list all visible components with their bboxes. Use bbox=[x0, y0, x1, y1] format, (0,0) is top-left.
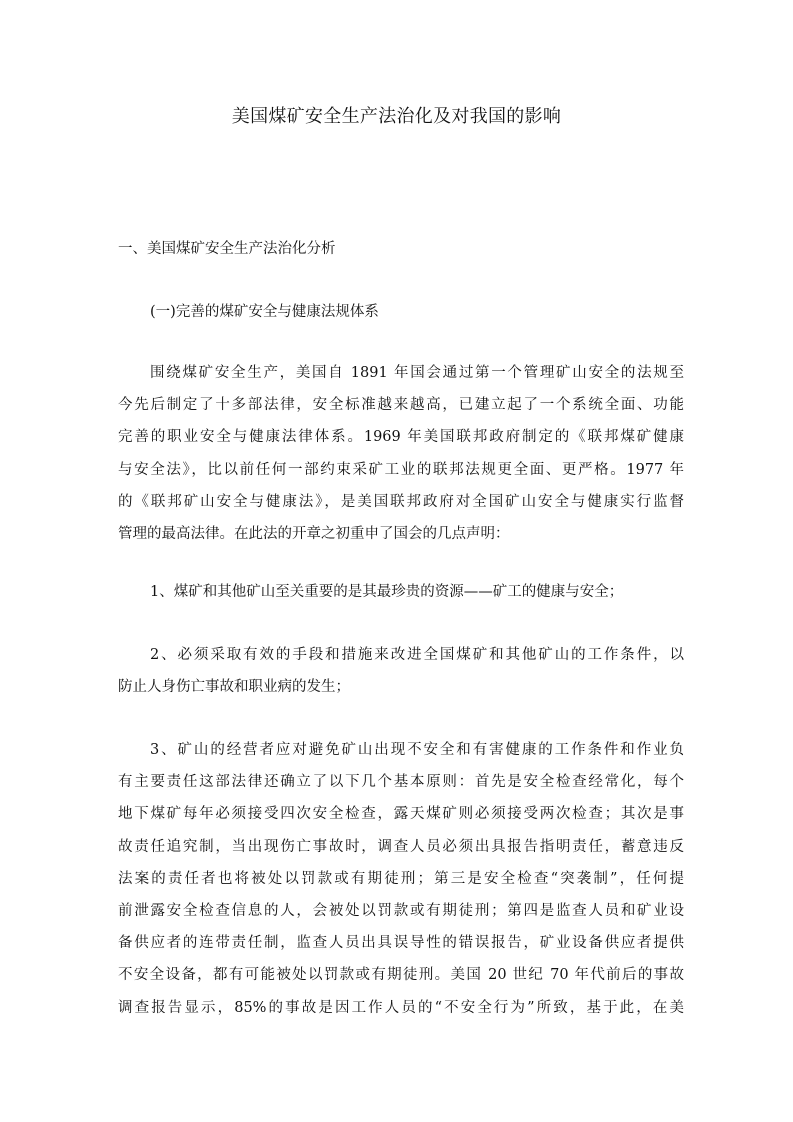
text-line: 2、必须采取有效的手段和措施来改进全国煤矿和其他矿山的工作条件，以 bbox=[150, 647, 684, 663]
text-line: 围绕煤矿安全生产，美国自 1891 年国会通过第一个管理矿山安全的法规至 bbox=[150, 365, 684, 381]
text-line: 与安全法》，比以前任何一部约束采矿工业的联邦法规更全面、更严格。1977 年 bbox=[118, 461, 684, 478]
text-line: 调查报告显示，85%的事故是因工作人员的“不安全行为”所致，基于此，在美 bbox=[118, 999, 684, 1016]
text-line: 的《联邦矿山安全与健康法》，是美国联邦政府对全国矿山安全与健康实行监督 bbox=[118, 493, 684, 510]
text-line: 法案的责任者也将被处以罚款或有期徒刑；第三是安全检查“突袭制”，任何提 bbox=[118, 870, 684, 887]
paragraph-intro bbox=[118, 357, 684, 550]
text-line: 完善的职业安全与健康法律体系。1969 年美国联邦政府制定的《联邦煤矿健康 bbox=[118, 429, 684, 446]
paragraph-point-3 bbox=[118, 734, 684, 1024]
text-line: 有主要责任这部法律还确立了以下几个基本原则：首先是安全检查经常化，每个 bbox=[118, 774, 684, 791]
text-line: 1、煤矿和其他矿山至关重要的是其最珍贵的资源——矿工的健康与安全； bbox=[150, 584, 624, 600]
text-line: 前泄露安全检查信息的人，会被处以罚款或有期徒刑；第四是监查人员和矿业设 bbox=[118, 903, 684, 920]
paragraph-point-1 bbox=[118, 576, 684, 608]
section-heading: 一、美国煤矿安全生产法治化分析 bbox=[118, 241, 336, 257]
text-line: 防止人身伤亡事故和职业病的发生； bbox=[118, 679, 350, 696]
text-line: 不安全设备，都有可能被处以罚款或有期徒刑。美国 20 世纪 70 年代前后的事故 bbox=[118, 967, 684, 984]
text-line: 管理的最高法律。在此法的开章之初重申了国会的几点声明： bbox=[118, 526, 510, 543]
text-line: 今先后制定了十多部法律，安全标准越来越高，已建立起了一个系统全面、功能 bbox=[118, 397, 684, 414]
text-line: 地下煤矿每年必须接受四次安全检查，露天煤矿则必须接受两次检查；其次是事 bbox=[118, 806, 684, 823]
document-title: 美国煤矿安全生产法治化及对我国的影响 bbox=[231, 106, 562, 127]
text-line: 故责任追究制，当出现伤亡事故时，调查人员必须出具报告指明责任，蓄意违反 bbox=[118, 838, 684, 855]
subsection-heading: (一)完善的煤矿安全与健康法规体系 bbox=[150, 304, 379, 320]
paragraph-point-2 bbox=[118, 639, 684, 703]
text-line: 3、矿山的经营者应对避免矿山出现不安全和有害健康的工作条件和作业负 bbox=[150, 742, 684, 758]
text-line: 备供应者的连带责任制，监查人员出具误导性的错误报告，矿业设备供应者提供 bbox=[118, 935, 684, 952]
